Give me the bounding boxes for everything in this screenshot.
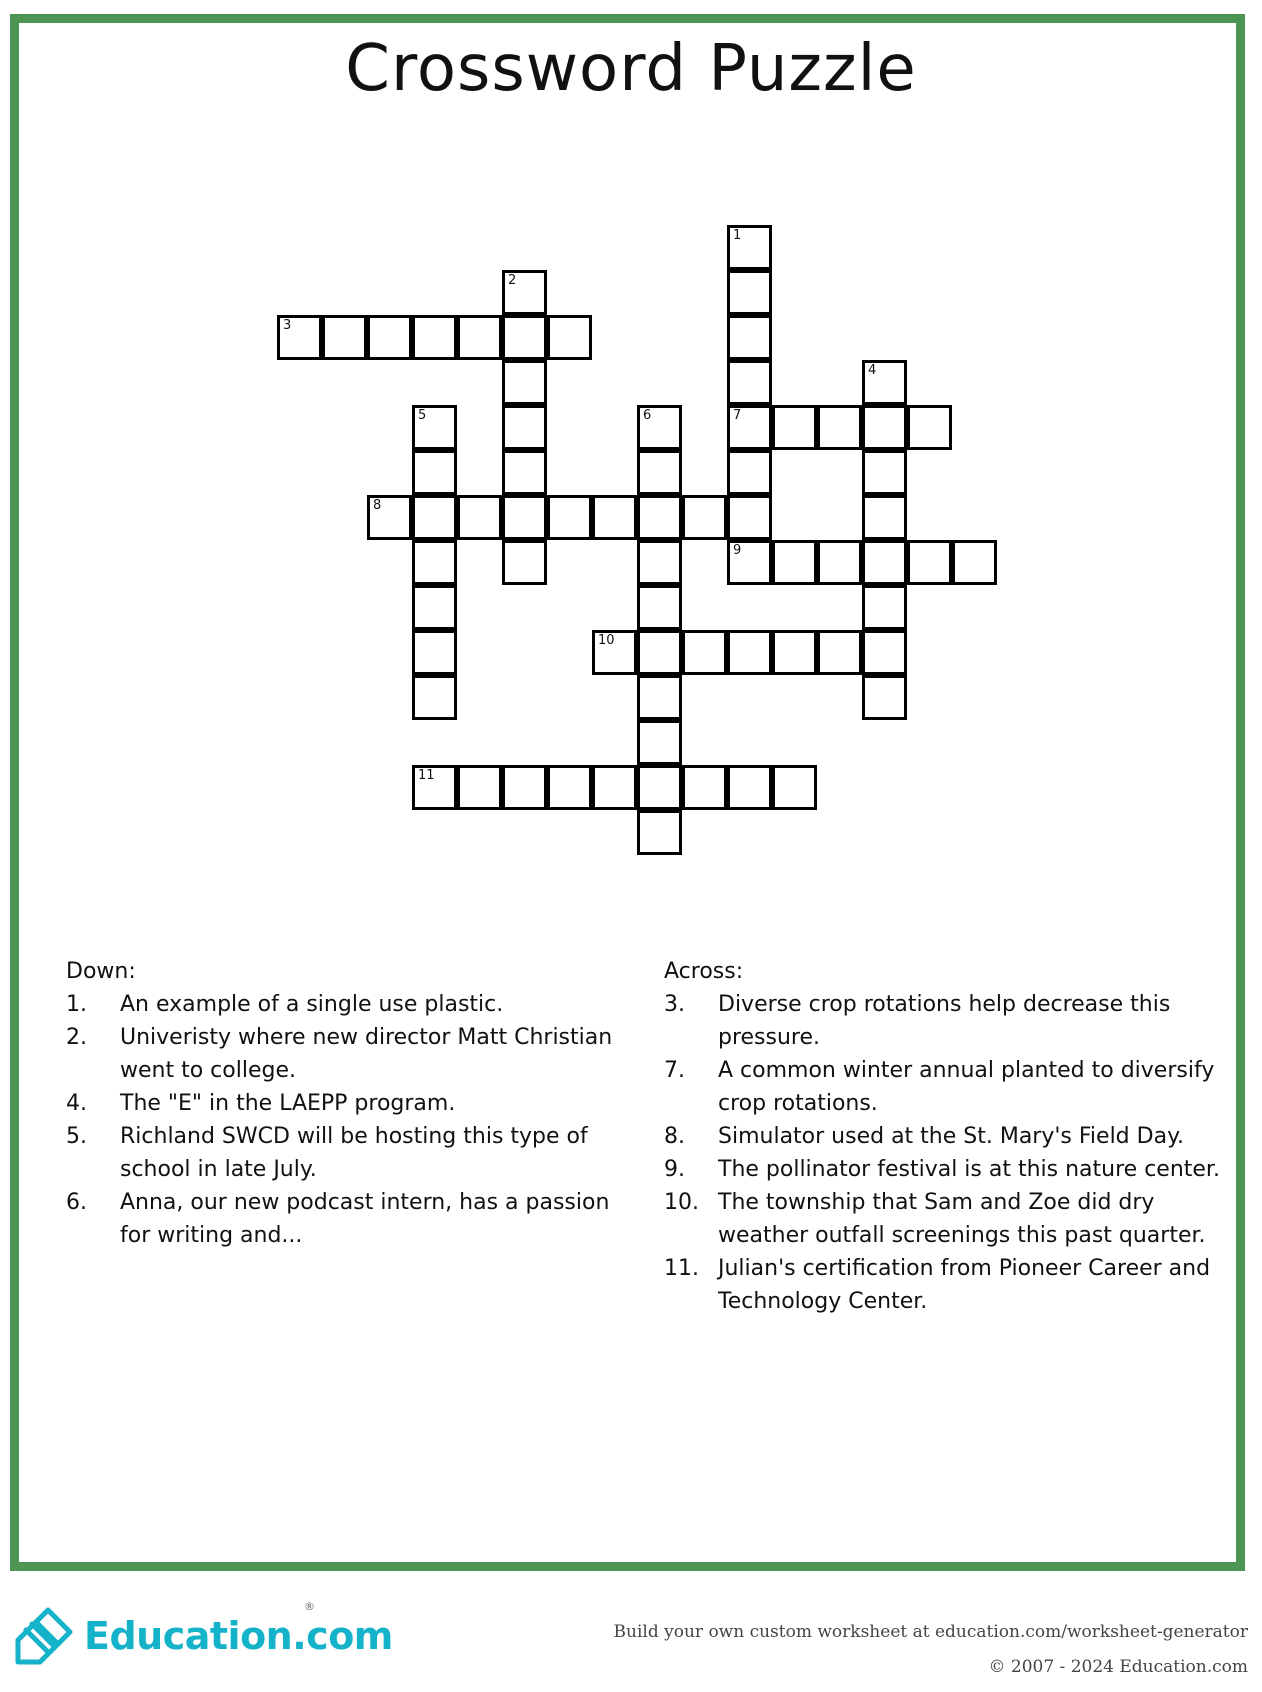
crossword-cell[interactable] xyxy=(727,765,772,810)
down-clues xyxy=(66,955,636,1252)
crossword-cell[interactable] xyxy=(637,585,682,630)
crossword-cell[interactable] xyxy=(502,315,547,360)
crossword-cell[interactable] xyxy=(547,315,592,360)
crossword-cell[interactable] xyxy=(727,360,772,405)
crossword-cell[interactable] xyxy=(952,540,997,585)
across-clue: 3. Diverse crop rotations help decrease this pressure. xyxy=(664,992,1171,1050)
crossword-cell[interactable] xyxy=(547,765,592,810)
crossword-cell[interactable] xyxy=(457,315,502,360)
crossword-cell[interactable] xyxy=(412,675,457,720)
registered-mark: ® xyxy=(304,1600,315,1613)
crossword-cell[interactable] xyxy=(637,540,682,585)
down-clue: 1. An example of a single use plastic. xyxy=(66,992,504,1017)
crossword-cell[interactable] xyxy=(637,810,682,855)
crossword-cell[interactable] xyxy=(727,270,772,315)
crossword-cell[interactable] xyxy=(727,225,772,270)
across-clues xyxy=(664,955,1224,1318)
crossword-cell[interactable] xyxy=(637,630,682,675)
down-clue: 2. Univeristy where new director Matt Christian went to college. xyxy=(66,1025,613,1083)
crossword-cell[interactable] xyxy=(637,720,682,765)
crossword-cell[interactable] xyxy=(502,540,547,585)
crossword-cell[interactable] xyxy=(502,765,547,810)
crossword-cell[interactable] xyxy=(502,495,547,540)
crossword-cell[interactable] xyxy=(727,450,772,495)
crossword-cell[interactable] xyxy=(727,405,772,450)
across-clue: 9. The pollinator festival is at this nature center. xyxy=(664,1157,1220,1182)
down-heading: Down: xyxy=(66,959,136,984)
clue-number: 11 xyxy=(418,768,435,783)
crossword-cell[interactable] xyxy=(412,405,457,450)
crossword-cell[interactable] xyxy=(772,765,817,810)
crossword-cell[interactable] xyxy=(592,765,637,810)
down-clue: 6. Anna, our new podcast intern, has a passion for writing and... xyxy=(66,1190,610,1248)
crossword-cell[interactable] xyxy=(772,540,817,585)
crossword-cell[interactable] xyxy=(727,315,772,360)
clue-number: 10 xyxy=(598,633,615,648)
crossword-cell[interactable] xyxy=(502,450,547,495)
crossword-cell[interactable] xyxy=(862,360,907,405)
crossword-cell[interactable] xyxy=(592,630,637,675)
clue-number: 3 xyxy=(283,318,292,333)
clue-number: 9 xyxy=(733,543,742,558)
education-logo[interactable] xyxy=(8,1600,393,1672)
crossword-cell[interactable] xyxy=(637,495,682,540)
crossword-cell[interactable] xyxy=(817,540,862,585)
crossword-cell[interactable] xyxy=(502,270,547,315)
crossword-cell[interactable] xyxy=(322,315,367,360)
across-clue: 8. Simulator used at the St. Mary's Field Day. xyxy=(664,1124,1184,1149)
crossword-cell[interactable] xyxy=(772,630,817,675)
crossword-cell[interactable] xyxy=(277,315,322,360)
crossword-cell[interactable] xyxy=(637,450,682,495)
crossword-cell[interactable] xyxy=(412,450,457,495)
crossword-cell[interactable] xyxy=(457,765,502,810)
across-heading: Across: xyxy=(664,959,744,984)
crossword-cell[interactable] xyxy=(412,495,457,540)
clue-number: 2 xyxy=(508,273,517,288)
clue-number: 4 xyxy=(868,363,877,378)
crossword-cell[interactable] xyxy=(412,630,457,675)
crossword-cell[interactable] xyxy=(457,495,502,540)
crossword-cell[interactable] xyxy=(817,405,862,450)
clue-number: 7 xyxy=(733,408,742,423)
crossword-cell[interactable] xyxy=(502,405,547,450)
crossword-cell[interactable] xyxy=(412,765,457,810)
crossword-cell[interactable] xyxy=(682,495,727,540)
down-clue: 5. Richland SWCD will be hosting this type of school in late July. xyxy=(66,1124,588,1182)
crossword-cell[interactable] xyxy=(412,585,457,630)
crossword-cell[interactable] xyxy=(862,630,907,675)
crossword-cell[interactable] xyxy=(367,495,412,540)
crossword-cell[interactable] xyxy=(862,585,907,630)
across-clue: 10. The township that Sam and Zoe did dry weather outfall screenings this past quarter. xyxy=(664,1190,1206,1248)
crossword-cell[interactable] xyxy=(412,315,457,360)
clue-number: 8 xyxy=(373,498,382,513)
crossword-cell[interactable] xyxy=(727,495,772,540)
crossword-cell[interactable] xyxy=(727,630,772,675)
crossword-cell[interactable] xyxy=(367,315,412,360)
clue-number: 6 xyxy=(643,408,652,423)
crossword-cell[interactable] xyxy=(862,675,907,720)
down-clue: 4. The "E" in the LAEPP program. xyxy=(66,1091,456,1116)
crossword-cell[interactable] xyxy=(862,405,907,450)
crossword-cell[interactable] xyxy=(817,630,862,675)
page-title: Crossword Puzzle xyxy=(345,32,917,106)
clue-number: 5 xyxy=(418,408,427,423)
build-worksheet-link[interactable]: Build your own custom worksheet at education.com/worksheet-generator xyxy=(613,1622,1248,1642)
copyright: © 2007 - 2024 Education.com xyxy=(988,1657,1248,1677)
crossword-cell[interactable] xyxy=(412,540,457,585)
crossword-cell[interactable] xyxy=(862,450,907,495)
crossword-cell[interactable] xyxy=(637,405,682,450)
crossword-cell[interactable] xyxy=(637,675,682,720)
pencil-logo-icon xyxy=(8,1600,80,1672)
across-clue: 11. Julian's certification from Pioneer Career and Technology Center. xyxy=(664,1256,1211,1314)
crossword-cell[interactable] xyxy=(592,495,637,540)
crossword-cell[interactable] xyxy=(772,405,817,450)
across-clue: 7. A common winter annual planted to diversify crop rotations. xyxy=(664,1058,1215,1116)
crossword-cell[interactable] xyxy=(862,495,907,540)
crossword-cell[interactable] xyxy=(682,765,727,810)
brand-name: Education.com xyxy=(84,1614,393,1658)
crossword-cell[interactable] xyxy=(637,765,682,810)
crossword-cell[interactable] xyxy=(907,405,952,450)
crossword-cell[interactable] xyxy=(547,495,592,540)
clue-number: 1 xyxy=(733,228,742,243)
crossword-cell[interactable] xyxy=(862,540,907,585)
crossword-cell[interactable] xyxy=(907,540,952,585)
crossword-cell[interactable] xyxy=(727,540,772,585)
crossword-cell[interactable] xyxy=(502,360,547,405)
crossword-cell[interactable] xyxy=(682,630,727,675)
